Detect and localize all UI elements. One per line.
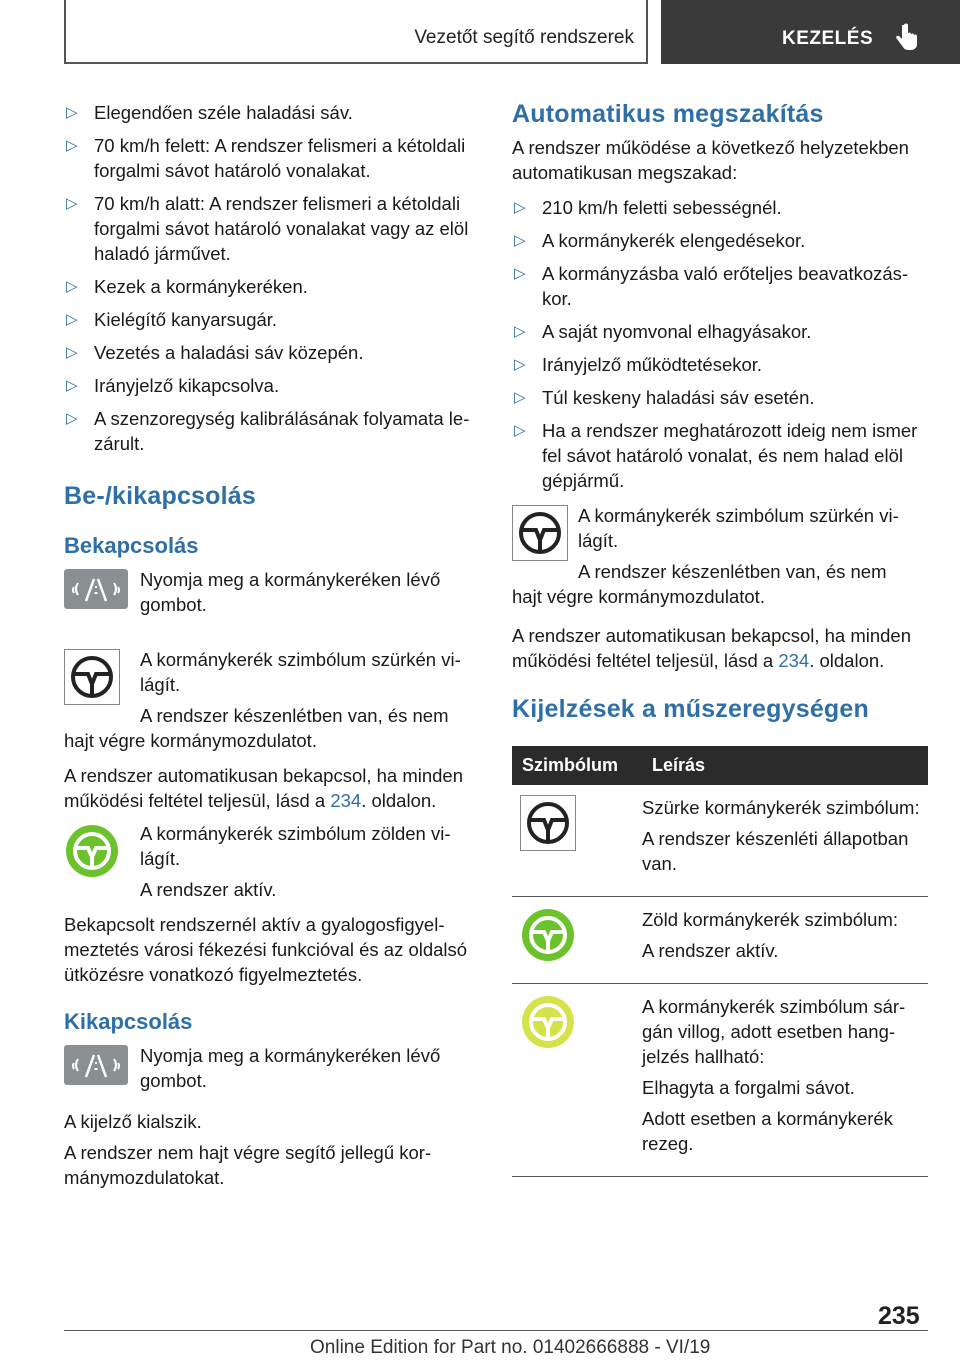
no-steer-text: A rendszer nem hajt végre segítő jellegű kormánymozdulatokat. — [64, 1142, 432, 1188]
switch-on-row — [64, 567, 476, 629]
list-item: ▷ Irányjelző kikapcsolva. — [66, 375, 280, 396]
auto-on-text: A rendszer automatikusan bekapcsol, ha minden működési feltétel teljesül, lásd a 234. oldalon. — [512, 625, 912, 671]
heading-auto-interrupt: Automatikus megszakítás — [512, 100, 824, 128]
grey-symbol-text: A kormánykerék szimbólum szürkén világít. — [140, 649, 461, 695]
list-item: ▷ Irányjelző működtetésekor. — [514, 354, 763, 375]
active-text: A rendszer aktív. — [140, 879, 277, 900]
symbol-table — [512, 746, 928, 1177]
auto-on-text: A rendszer automatikusan bekapcsol, ha minden működési feltétel teljesül, lásd a 234. oldalon. — [64, 765, 464, 811]
table-cell-text: Szürke kormánykerék szimbólum: — [642, 797, 920, 818]
display-off-text: A kijelző kialszik. — [64, 1111, 202, 1132]
list-item: ▷ Vezetés a haladási sáv közepén. — [66, 342, 364, 363]
column-header: Leírás — [642, 746, 928, 785]
page-link[interactable]: 234 — [330, 790, 362, 811]
list-item: ▷ Kielégítő kanyarsugár. — [66, 309, 278, 330]
table-row — [512, 897, 928, 984]
active-note-text: Bekapcsolt rendszernél aktív a gyalogosfigyelmeztetés városi fékezési funkcióval és az oldalsó ütközésre vonatkozó figyelmeztetés. — [64, 914, 468, 985]
triangle-bullet-icon: ▷ — [66, 195, 78, 212]
grey-steering-wheel-icon — [512, 505, 568, 561]
triangle-bullet-icon: ▷ — [514, 265, 526, 282]
triangle-bullet-icon: ▷ — [66, 311, 78, 328]
interrupt-list — [512, 195, 928, 493]
auto-intro-text: A rendszer működése a következő helyzetekben automatikusan megszakad: — [512, 137, 909, 183]
triangle-bullet-icon: ▷ — [514, 323, 526, 340]
triangle-bullet-icon: ▷ — [66, 410, 78, 427]
green-steering-wheel-icon — [520, 907, 576, 963]
heading-switch-on: Bekapcsolás — [64, 533, 199, 558]
right-column — [512, 100, 928, 1177]
heading-switch-off: Kikapcsolás — [64, 1009, 193, 1034]
table-cell-text: A rendszer aktív. — [642, 940, 779, 961]
green-symbol-row — [64, 821, 476, 902]
conditions-list — [64, 100, 476, 456]
triangle-bullet-icon: ▷ — [66, 137, 78, 154]
list-item: ▷ 210 km/h feletti sebességnél. — [514, 197, 782, 218]
left-column — [64, 100, 476, 1190]
lane-assist-button-icon — [64, 569, 128, 609]
triangle-bullet-icon: ▷ — [514, 232, 526, 249]
grey-symbol-row — [64, 647, 476, 728]
list-item: ▷ 70 km/h felett: A rendszer felismeri a kétoldali forgalmi sávot határoló vonalakat. — [66, 135, 466, 181]
list-item: ▷ A kormányzásba való erőteljes beavatkozáskor. — [514, 263, 909, 309]
standby-text-2: hajt végre kormánymozdulatot. — [512, 586, 765, 607]
chapter-title: KEZELÉS — [782, 28, 874, 49]
triangle-bullet-icon: ▷ — [66, 377, 78, 394]
triangle-bullet-icon: ▷ — [66, 104, 78, 121]
list-item: ▷ Kezek a kormánykeréken. — [66, 276, 308, 297]
list-item: ▷ Túl keskeny haladási sáv esetén. — [514, 387, 815, 408]
grey-symbol-text: A kormánykerék szimbólum szürkén világít. — [578, 505, 899, 551]
list-item: ▷ Elegendően széle haladási sáv. — [66, 102, 353, 123]
list-item: ▷ Ha a rendszer meghatározott ideig nem ismer fel sávot határoló vonalat, és nem halad elöl gépjármű. — [514, 420, 918, 491]
triangle-bullet-icon: ▷ — [66, 344, 78, 361]
yellow-steering-wheel-icon — [520, 994, 576, 1050]
grey-symbol-row — [512, 503, 928, 584]
list-item: ▷ 70 km/h alatt: A rendszer felismeri a kétoldali forgalmi sávot határoló vonalakat vagy az elöl haladó járművet. — [66, 193, 469, 264]
table-row — [512, 984, 928, 1177]
triangle-bullet-icon: ▷ — [514, 389, 526, 406]
table-row — [512, 785, 928, 897]
table-cell-text: Zöld kormánykerék szimbólum: — [642, 909, 898, 930]
standby-text-1: A rendszer készenlétben van, és nem — [140, 705, 449, 726]
lane-assist-button-icon — [64, 1045, 128, 1085]
list-item: ▷ A kormánykerék elengedésekor. — [514, 230, 806, 251]
table-header-row — [512, 746, 928, 785]
hand-pointer-icon — [893, 22, 919, 54]
table-cell-text: A kormánykerék szimbólum sárgán villog, adott esetben hangjelzés hallható: — [642, 996, 906, 1067]
triangle-bullet-icon: ▷ — [514, 199, 526, 216]
triangle-bullet-icon: ▷ — [514, 422, 526, 439]
page-link[interactable]: 234 — [778, 650, 810, 671]
standby-text-1: A rendszer készenlétben van, és nem — [578, 561, 887, 582]
page-number: 235 — [878, 1302, 920, 1330]
green-steering-wheel-icon — [64, 823, 120, 879]
heading-display: Kijelzések a műszeregységen — [512, 695, 869, 723]
press-button-text: Nyomja meg a kormánykeréken lévő gombot. — [140, 569, 441, 615]
header-section-box — [64, 0, 648, 64]
list-item: ▷ A saját nyomvonal elhagyásakor. — [514, 321, 812, 342]
triangle-bullet-icon: ▷ — [66, 278, 78, 295]
table-cell-text: A rendszer készenléti állapotban van. — [642, 828, 909, 874]
list-item: ▷ A szenzoregység kalibrálásának folyamata lezárult. — [66, 408, 470, 454]
green-symbol-text: A kormánykerék szimbólum zölden világít. — [140, 823, 451, 869]
grey-steering-wheel-icon — [64, 649, 120, 705]
press-button-off-text: Nyomja meg a kormánykeréken lévő gombot. — [140, 1045, 441, 1091]
heading-on-off: Be-/kikapcsolás — [64, 482, 256, 510]
triangle-bullet-icon: ▷ — [514, 356, 526, 373]
switch-off-row — [64, 1043, 476, 1105]
header-chapter-tab[interactable] — [661, 0, 960, 64]
grey-steering-wheel-icon — [520, 795, 576, 851]
table-cell-text: Elhagyta a forgalmi sávot. — [642, 1077, 855, 1098]
table-cell-text: Adott esetben a kormánykerék rezeg. — [642, 1108, 893, 1154]
footer-edition: Online Edition for Part no. 01402666888 - VI/19 — [310, 1337, 711, 1358]
section-title: Vezetőt segítő rendszerek — [414, 27, 634, 48]
footer-divider — [64, 1330, 928, 1331]
standby-text-2: hajt végre kormánymozdulatot. — [64, 730, 317, 751]
column-header: Szimbólum — [512, 746, 642, 785]
